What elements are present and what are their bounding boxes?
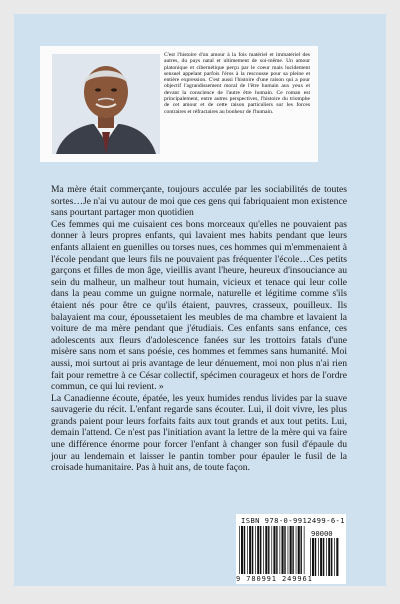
barcode-stripe bbox=[331, 538, 332, 576]
barcode-stripe bbox=[328, 538, 330, 576]
barcode-stripe bbox=[334, 538, 335, 576]
barcode-stripe bbox=[252, 526, 253, 574]
price-code: 90000 bbox=[311, 529, 333, 538]
barcode-stripe bbox=[280, 526, 281, 574]
barcode-stripe bbox=[290, 526, 292, 574]
ean-barcode bbox=[239, 526, 305, 574]
barcode-stripe bbox=[257, 526, 259, 574]
barcode-stripe bbox=[318, 538, 319, 576]
barcode-stripe bbox=[249, 526, 251, 574]
barcode-stripe bbox=[298, 526, 300, 574]
barcode-stripe bbox=[273, 526, 275, 574]
excerpt-paragraph: Ces femmes qui me cuisaient ces bons morceaux qu'elles ne pouvaient pas donner à leurs propres enfants, qui lavaient mes habits pendant que leurs enfants allaient en guenilles ou torses nues, ces hommes qui m'emmenaient à l'école pendant que leurs fils ne pouvaient pas fréquenter l'école…Ces petits garçons et filles de mon âge, vieillis avant l'heure, heureux d'insouciance au sein du malheur, un malheur tout humain, vicieux et tenace qui leur colle dans la peau comme un guigne normale, naturelle et légitime comme s'ils étaient nés pour être ce qu'ils étaient, pauvres, crasseux, pouilleux. Ils balayaient ma cour, époussetaient les meubles de ma chambre et lavaient la voiture de ma mère pendant que j'étudiais. Ces enfants sans enfance, ces adolescents aux fleurs d'adolescence fanées sur les trottoirs fatals d'une misère sans nom et sans poésie, ces hommes et femmes sans humanité. Moi aussi, moi surtout ai pris avantage de leur dénuement, moi non plus n'ai rien fait pour remettre à ce César collectif, spécimen courageux et hors de l'ordre commun, ce qui lui revient. » bbox=[51, 218, 347, 393]
barcode-stripe bbox=[247, 526, 248, 574]
barcode-stripe bbox=[312, 538, 314, 576]
barcode-stripe bbox=[276, 526, 277, 574]
barcode-stripe bbox=[271, 526, 272, 574]
barcode-stripe bbox=[336, 538, 338, 576]
barcode-stripe bbox=[268, 526, 269, 574]
barcode-stripe bbox=[296, 526, 297, 574]
barcode-stripe bbox=[315, 538, 316, 576]
barcode-stripe bbox=[263, 526, 264, 574]
barcode-stripe bbox=[301, 526, 302, 574]
excerpt-paragraph: Ma mère était commerçante, toujours acculée par les sociabilités de toutes sortes…Je n'ai vu autour de moi que ces gens qui fabriquaient mon existence sans pourtant partager mon quotidien bbox=[51, 184, 347, 219]
author-photo bbox=[52, 54, 160, 154]
barcode-stripe bbox=[241, 526, 243, 574]
barcode-stripe bbox=[310, 538, 311, 576]
barcode-stripe bbox=[326, 538, 327, 576]
synopsis-text: C'est l'histoire d'un amour à la fois matériel et immatériel des autres, du pays natal et ultimement de soi-même. Un amour platonique et cibernétique perçu par le coeur mais lucidement sensuel appelant parfois l'éros à la rescousse pour sa pleine et entière expression. C'est aussi l'histoire d'une raison qui a pour objectif l'agrandissement moral de l'être humain aux yeux et devant la conscience de l'autre être humain. Ce roman est principalement, entre autres perspectives, l'histoire du triomphe de cet amour et de cette raison particuliers sur les forces contraires et réfractaires au bonheur de l'humain. bbox=[164, 52, 310, 115]
barcode-stripe bbox=[260, 526, 261, 574]
barcode-stripe bbox=[284, 526, 285, 574]
barcode-stripe bbox=[292, 526, 293, 574]
isbn-label: ISBN 978-0-9912499-6-1 bbox=[241, 516, 345, 525]
barcode-stripe bbox=[323, 538, 324, 576]
barcode-stripe bbox=[265, 526, 267, 574]
barcode-stripe bbox=[244, 526, 245, 574]
barcode-stripe bbox=[288, 526, 289, 574]
barcode-stripe bbox=[304, 526, 305, 574]
excerpt-paragraph: La Canadienne écoute, épatée, les yeux humides rendus livides par la suave sauvagerie du récit. L'enfant regarde sans écouter. Lui, il doit vivre, les plus grands paient pour leurs forfaits faits aux tout grands et aux tout petits. Lui, demain l'attend. Ce n'est pas l'initiation avant la lettre de la mère qui va faire une différence énorme pour forcer l'enfant à changer son fusil d'épaule du jour au lendemain et laisser le pantin tomber pour épauler le fusil de la croisade humanitaire. Pas à huit ans, de toute façon. bbox=[51, 392, 347, 474]
barcode-stripe bbox=[239, 526, 240, 574]
barcode-stripe bbox=[320, 538, 322, 576]
barcode-stripe bbox=[282, 526, 284, 574]
barcode-digits: 9 780991 249961 bbox=[236, 575, 313, 583]
barcode-stripe bbox=[255, 526, 256, 574]
addon-barcode bbox=[310, 538, 340, 576]
